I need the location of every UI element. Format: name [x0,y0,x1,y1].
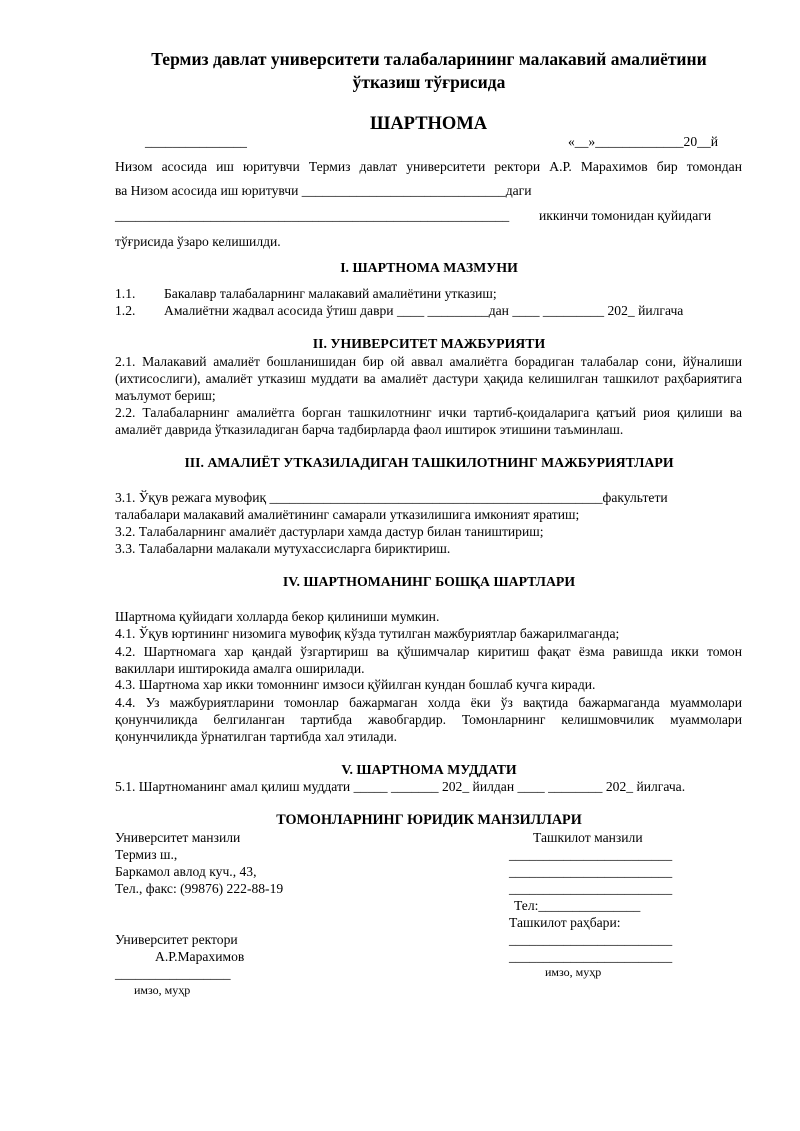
section2-heading: II. УНИВЕРСИТЕТ МАЖБУРИЯТИ [312,336,546,351]
paragraph-2-2: 2.2. Талабаларнинг амалиётга борган ташкилотнинг ички тартиб-қоидаларига қатъий риоя қилиши ва амалиёт даврида ўтказиладиган барча тадбирларда фаол иштирок этишини таъминлаш. [115,405,742,437]
organization-blank-4: ________________________ [509,932,673,947]
preamble-line2: ва Низом асосида иш юритувчи ______________________________даги [115,183,532,198]
item-1-2-number: 1.2. [115,303,136,318]
document-title: ШАРТНОМА [370,114,488,134]
item-1-1-text: Бакалавр талабаларнинг малакавий амалиётини утказиш; [164,286,497,301]
item-1-1-number: 1.1. [115,286,136,301]
section4-intro: Шартнома қуйидаги холларда бекор қилиниши мумкин. [115,609,440,624]
preamble-line3-text: иккинчи томонидан қуйидаги [539,208,712,223]
section1-heading: I. ШАРТНОМА МАЗМУНИ [340,260,518,275]
paragraph-4-1: 4.1. Ўқув юртининг низомига мувофиқ кўзда тутилган мажбуриятлар бажарилмаганда; [115,626,620,641]
organization-blank-2: ________________________ [509,864,673,879]
university-street: Баркамол авлод куч., 43, [115,864,257,879]
university-address-label: Университет манзили [115,830,241,845]
preamble-line3-blank: __________________________________________________________ [115,208,510,223]
university-phone: Тел., факс: (99876) 222-88-19 [115,881,284,896]
university-rector-label: Университет ректори [115,932,238,947]
document-heading-line1: Термиз давлат университети талабаларининг малакавий амалиётини [151,49,707,69]
organization-blank-3: ________________________ [509,881,673,896]
paragraph-4-2: 4.2. Шартномага хар қандай ўзгартириш ва қўшимчалар киритиш фақат ёзма равишда икки томон вакиллари иштирокида амалга оширилади. [115,644,742,676]
paragraph-3-1-line2: талабалари малакавий амалиётининг самарали утказилишига имконият яратиш; [115,507,580,522]
organization-blank-1: ________________________ [509,847,673,862]
university-rector-name: А.Р.Марахимов [155,949,245,964]
paragraph-5-1: 5.1. Шартноманинг амал қилиш муддати _____ _______ 202_ йилдан ____ ________ 202_ йилгача. [115,779,686,794]
document-heading-line2: ўтказиш тўғрисида [352,72,506,92]
organization-head-label: Ташкилот раҳбари: [509,915,621,930]
addresses-heading: ТОМОНЛАРНИНГ ЮРИДИК МАНЗИЛЛАРИ [276,812,582,828]
organization-signature-label: имзо, муҳр [545,965,602,979]
organization-address-label: Ташкилот манзили [533,830,643,845]
organization-blank-5: ________________________ [509,949,673,964]
item-1-2-text: Амалиётни жадвал асосида ўтиш даври ____ _________дан ____ _________ 202_ йилгача [164,303,684,318]
section4-heading: IV. ШАРТНОМАНИНГ БОШҚА ШАРТЛАРИ [282,574,576,589]
section3-heading: III. АМАЛИЁТ УТКАЗИЛАДИГАН ТАШКИЛОТНИНГ МАЖБУРИЯТЛАРИ [184,455,674,470]
section5-heading: V. ШАРТНОМА МУДДАТИ [341,762,517,777]
preamble-line4: тўғрисида ўзаро келишилди. [115,234,281,249]
organization-phone: Тел:_______________ [514,898,641,913]
paragraph-4-4: 4.4. Уз мажбуриятларини томонлар бажармаган холда ёки ўз вақтида бажармаганда муаммолари қонунчиликда белгиланган тартибда жавобгардир. Томонларнинг келишмовчилик муаммолари қонунчиликда ўрнатилган тартибда хал этилади. [115,695,742,744]
place-blank: _______________ [145,134,247,149]
university-city: Термиз ш., [115,847,178,862]
university-signature-blank: _________________ [115,966,231,981]
paragraph-3-1-line1: 3.1. Ўқув режага мувофиқ _________________________________________________факультети [115,490,668,505]
date-line: «__»_____________20__й [568,134,719,149]
paragraph-4-3: 4.3. Шартнома хар икки томоннинг имзоси қўйилган кундан бошлаб кучга киради. [115,677,596,692]
paragraph-2-1: 2.1. Малакавий амалиёт бошланишидан бир ой аввал амалиётга борадиган талабалар сони, йўналиши (ихтисослиги), амалиёт утказиш муддати ва амалиёт дастури ҳақида келишилган ташкилот раҳбариятига маълумот бериш; [115,354,742,403]
paragraph-3-3: 3.3. Талабаларни малакали мутухассисларга бириктириш. [115,541,451,556]
preamble-line1: Низом асосида иш юритувчи Термиз давлат университети ректори А.Р. Марахимов бир томондан [115,159,742,174]
paragraph-3-2: 3.2. Талабаларнинг амалиёт дастурлари хамда дастур билан таништириш; [115,524,544,539]
university-signature-label: имзо, муҳр [134,983,191,997]
